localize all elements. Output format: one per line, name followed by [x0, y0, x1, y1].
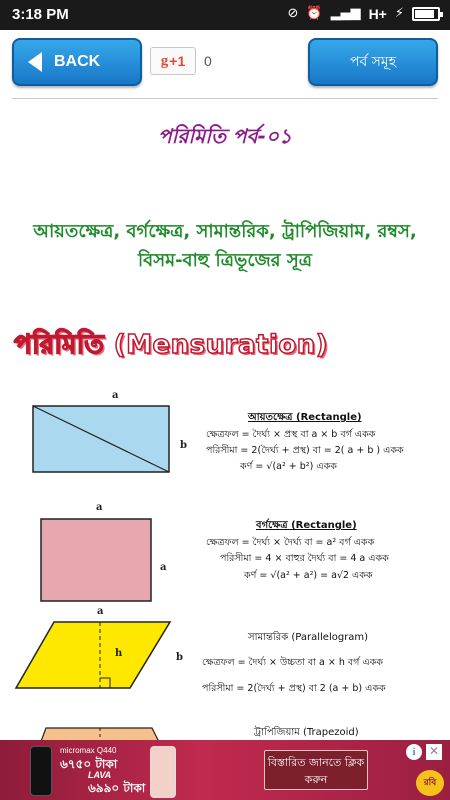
ad-cta-button[interactable]: বিস্তারিত জানতে ক্লিক করুন: [264, 750, 368, 790]
sections-button[interactable]: [308, 38, 438, 86]
back-arrow-icon: [28, 52, 42, 72]
google-plus-one-button[interactable]: [150, 47, 196, 75]
square-side-right: a: [160, 562, 167, 573]
ad-info-icon[interactable]: i: [406, 744, 422, 760]
square-diagonal-formula: কর্ণ = √(a² + a²) = a√2 একক: [244, 570, 373, 581]
parallelogram-side-top: a: [97, 606, 104, 617]
parallelogram-side-right: b: [176, 652, 183, 663]
parallelogram-area-formula: ক্ষেত্রফল = দৈর্ঘ্য × উচ্চতা বা a × h বর্গ একক: [202, 657, 383, 668]
google-plus-one-label: +1: [169, 53, 186, 69]
ad-phone-image-2: [150, 746, 176, 798]
rectangle-caption: আয়তক্ষেত্র (Rectangle): [248, 412, 362, 423]
trapezoid-caption: ট্রাপিজিয়াম (Trapezoid): [254, 727, 359, 738]
google-plus-icon: g: [160, 52, 169, 69]
rectangle-perimeter-formula: পরিসীমা = 2(দৈর্ঘ্য + প্রস্থ) বা = 2( a + b ) একক: [206, 445, 404, 456]
parallelogram-perimeter-formula: পরিসীমা = 2(দৈর্ঘ্য + প্রস্থ) বা 2 (a + b) একক: [202, 683, 386, 694]
rectangle-side-b: b: [180, 440, 187, 451]
square-side-top: a: [96, 502, 103, 513]
ad-brand-1: micromax Q440: [60, 746, 117, 755]
rectangle-area-formula: ক্ষেত্রফল = দৈর্ঘ্য × প্রস্থ বা a × b বর্গ একক: [206, 429, 376, 440]
back-button-label: BACK: [54, 53, 101, 70]
mensuration-banner: পরিমিতি (Mensuration): [14, 330, 329, 360]
back-button[interactable]: [12, 38, 142, 86]
google-plus-one-count: 0: [204, 53, 212, 69]
status-bar: [0, 0, 450, 30]
ad-brand-2: LAVA: [88, 770, 112, 780]
ad-price-2: ৬৯৯০ টাকা: [88, 781, 146, 795]
square-figure: [40, 518, 158, 604]
chapter-title: পরিমিতি পর্ব-০১: [158, 124, 292, 148]
toolbar-divider: [12, 98, 438, 99]
network-type: H+: [368, 6, 387, 22]
ad-price-1: ৬৭৫০ টাকা: [60, 757, 118, 771]
status-time: 3:18 PM: [12, 6, 69, 23]
square-shape: [41, 519, 151, 601]
alarm-icon: ⏰: [306, 6, 323, 21]
rectangle-diagonal-formula: কর্ণ = √(a² + b²) একক: [240, 461, 337, 472]
toolbar: [0, 30, 450, 96]
ad-close-icon[interactable]: ✕: [426, 744, 442, 760]
trapezoid-figure: [40, 724, 160, 740]
charging-icon: ⚡: [394, 6, 404, 21]
ad-banner[interactable]: [0, 740, 450, 800]
battery-icon: [412, 7, 440, 21]
parallelogram-figure: [14, 620, 172, 692]
sections-button-label: পর্ব সমূহ: [349, 54, 397, 70]
ad-phone-image: [30, 746, 52, 796]
rectangle-side-a: a: [112, 390, 119, 401]
parallelogram-height-label: h: [115, 648, 123, 659]
content-scroll-area[interactable]: [0, 100, 450, 740]
formula-topics: আয়তক্ষেত্র, বর্গক্ষেত্র, সামান্তরিক, ট্রাপিজিয়াম, রম্বস, বিসম-বাহু ত্রিভূজের সূত্র: [33, 221, 417, 271]
parallelogram-caption: সামান্তরিক (Parallelogram): [248, 632, 369, 643]
rectangle-figure: [32, 405, 182, 475]
square-area-formula: ক্ষেত্রফল = দৈর্ঘ্য × দৈর্ঘ্য বা = a² বর্গ একক: [206, 537, 375, 548]
square-perimeter-formula: পরিসীমা = 4 × বাহুর দৈর্ঘ্য বা = 4 a একক: [220, 553, 389, 564]
status-icons: [287, 5, 440, 23]
parallelogram-shape: [16, 622, 170, 688]
ad-brand-logo: রবি: [416, 770, 444, 796]
notification-mute-icon: ⊘: [287, 6, 299, 21]
signal-icon: ▂▄▆: [330, 6, 361, 21]
square-caption: বর্গক্ষেত্র (Rectangle): [256, 520, 357, 531]
google-plus-one: [150, 47, 212, 75]
